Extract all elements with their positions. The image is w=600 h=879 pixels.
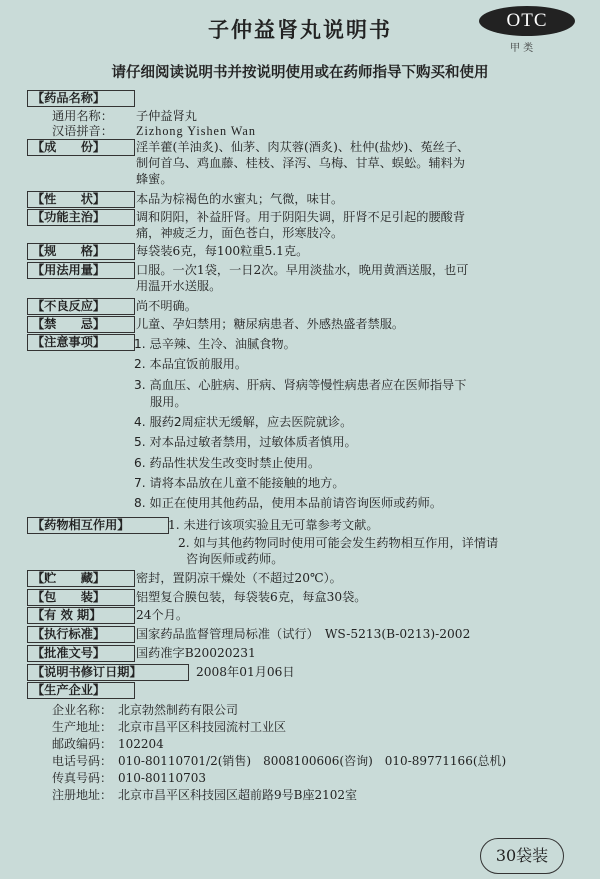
interactions-text: 2. 如与其他药物同时使用可能会发生药物相互作用，详情请	[178, 535, 499, 550]
ingredients-label: 【成 份】	[27, 139, 135, 156]
manufacturer-field-value: 北京勃然制药有限公司	[118, 703, 239, 718]
manufacturer-field-value: 010-80110703	[118, 771, 207, 786]
indications-label: 【功能主治】	[27, 209, 135, 226]
precaution-item: 3. 高血压、心脏病、肝病、肾病等慢性病患者应在医师指导下	[134, 377, 467, 392]
revision-label: 【说明书修订日期】	[27, 664, 189, 681]
precaution-item: 6. 药品性状发生改变时禁止使用。	[134, 455, 321, 470]
manufacturer-field-label: 注册地址：	[52, 788, 113, 803]
manufacturer-field-label: 生产地址：	[52, 720, 113, 735]
drug-name-label: 【药品名称】	[27, 90, 135, 107]
usage-text: 口服。一次1袋，一日2次。早用淡盐水，晚用黄酒送服，也可	[136, 262, 469, 277]
manufacturer-field-value: 010-80110701/2(销售) 8008100606(咨询) 010-89771166(总机)	[118, 754, 507, 769]
precaution-item: 1. 忌辛辣、生冷、油腻食物。	[134, 337, 296, 352]
interactions-label: 【药物相互作用】	[27, 517, 169, 534]
precaution-item: 4. 服药2周症状无缓解，应去医院就诊。	[134, 415, 353, 430]
storage-label: 【贮 藏】	[27, 570, 135, 587]
otc-badge: OTC	[479, 6, 575, 36]
manufacturer-field-label: 传真号码：	[52, 771, 113, 786]
contra-text: 儿童、孕妇禁用；糖尿病患者、外感热盛者禁服。	[136, 316, 405, 331]
precaution-item: 服用。	[150, 394, 187, 409]
revision-text: 2008年01月06日	[196, 664, 295, 679]
ingredients-text: 制何首乌、鸡血藤、桂枝、泽泻、乌梅、甘草、蜈蚣。辅料为	[136, 156, 466, 171]
manufacturer-label: 【生产企业】	[27, 682, 135, 699]
common-name-label: 通用名称：	[52, 108, 113, 123]
contra-label: 【禁 忌】	[27, 316, 135, 333]
page-title: 子仲益肾丸说明书	[208, 17, 392, 42]
precaution-item: 8. 如正在使用其他药品，使用本品前请咨询医师或药师。	[134, 496, 443, 511]
precautions-label: 【注意事项】	[27, 334, 135, 351]
indications-text: 调和阴阳，补益肝肾。用于阴阳失调，肝肾不足引起的腰酸背	[136, 209, 466, 224]
manufacturer-field-value: 北京市昌平区科技园区超前路9号B座2102室	[118, 788, 357, 803]
interactions-text: 咨询医师或药师。	[186, 552, 284, 567]
adverse-label: 【不良反应】	[27, 298, 135, 315]
pinyin-label: 汉语拼音：	[52, 124, 113, 139]
spec-label: 【规 格】	[27, 243, 135, 260]
precaution-item: 5. 对本品过敏者禁用，过敏体质者慎用。	[134, 435, 357, 450]
package-text: 铝塑复合膜包装，每袋装6克，每盒30袋。	[136, 589, 367, 604]
approval-label: 【批准文号】	[27, 645, 135, 662]
adverse-text: 尚不明确。	[136, 298, 197, 313]
interactions-text: 1. 未进行该项实验且无可靠参考文献。	[168, 518, 379, 532]
standard-text: 国家药品监督管理局标准（试行） WS-5213(B-0213)-2002	[136, 627, 471, 642]
pinyin: Zizhong Yishen Wan	[136, 124, 256, 139]
manufacturer-field-value: 102204	[118, 737, 164, 752]
usage-label: 【用法用量】	[27, 262, 135, 279]
otc-category: 甲 类	[510, 43, 534, 54]
manufacturer-field-value: 北京市昌平区科技园流村工业区	[118, 720, 287, 735]
storage-text: 密封，置阴凉干燥处（不超过20℃）。	[136, 571, 342, 586]
indications-text: 痛，神疲乏力，面色苍白，形寒肢冷。	[136, 226, 344, 241]
character-text: 本品为棕褐色的水蜜丸；气微，味甘。	[136, 191, 344, 206]
ingredients-text: 淫羊藿(羊油炙)、仙茅、肉苁蓉(酒炙)、杜仲(盐炒)、菟丝子、	[136, 139, 470, 154]
manufacturer-field-label: 邮政编码：	[52, 737, 113, 752]
usage-notice: 请仔细阅读说明书并按说明使用或在药师指导下购买和使用	[111, 65, 489, 81]
common-name: 子仲益肾丸	[136, 108, 197, 123]
approval-text: 国药准字B20020231	[136, 645, 256, 660]
validity-text: 24个月。	[136, 608, 189, 623]
precaution-item: 7. 请将本品放在儿童不能接触的地方。	[134, 475, 345, 490]
standard-label: 【执行标准】	[27, 626, 135, 643]
manufacturer-field-label: 电话号码：	[52, 754, 113, 769]
usage-text: 用温开水送服。	[136, 279, 222, 294]
ingredients-text: 蜂蜜。	[136, 172, 173, 187]
precaution-item: 2. 本品宜饭前服用。	[134, 357, 248, 372]
package-label: 【包 装】	[27, 589, 135, 606]
package-count-badge: 30袋装	[480, 838, 564, 874]
manufacturer-field-label: 企业名称：	[52, 703, 113, 718]
validity-label: 【有 效 期】	[27, 607, 135, 624]
spec-text: 每袋装6克，每100粒重5.1克。	[136, 244, 309, 259]
character-label: 【性 状】	[27, 191, 135, 208]
